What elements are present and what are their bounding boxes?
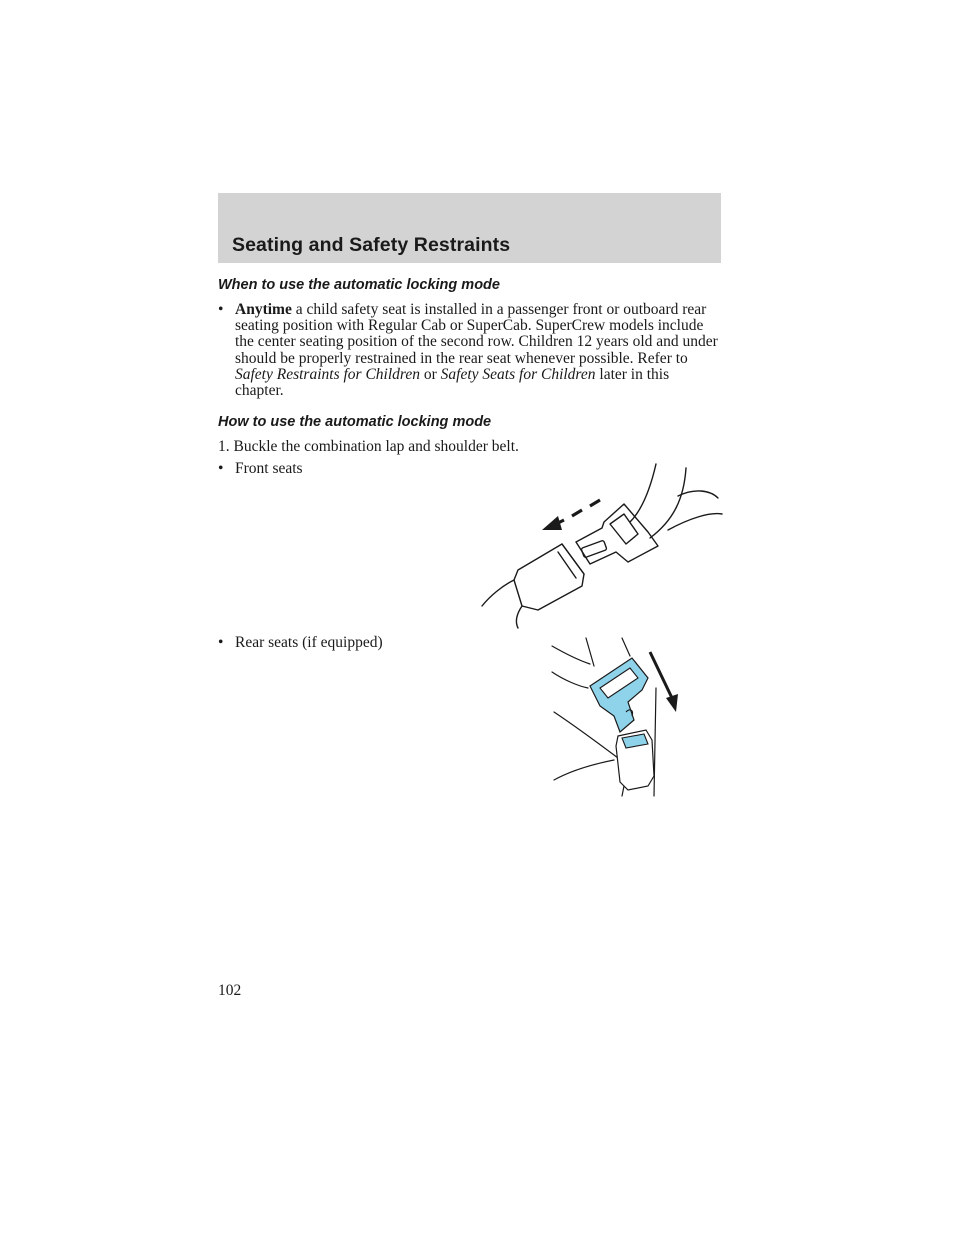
step-1: 1. Buckle the combination lap and shoulder belt.: [218, 438, 519, 455]
subheading-when: When to use the automatic locking mode: [218, 277, 500, 293]
page-number: 102: [218, 982, 242, 999]
section-title: Seating and Safety Restraints: [232, 234, 511, 256]
bullet-marker: •: [218, 634, 224, 651]
latch-tongue: [590, 658, 648, 732]
subheading-how: How to use the automatic locking mode: [218, 414, 492, 430]
bullet-lead: Anytime: [235, 301, 292, 318]
rear-seat-buckle-illustration: [550, 636, 680, 798]
bullet-text-c: later in this chapter.: [235, 365, 670, 400]
reference-safety-restraints: Safety Restraints for Children: [235, 365, 420, 383]
bullet-anytime: [218, 302, 720, 399]
bullet-anytime-text: [235, 302, 720, 399]
bullet-marker: •: [218, 301, 224, 318]
bullet-rear-seats-label: Rear seats (if equipped): [235, 634, 383, 651]
bullet-marker: •: [218, 460, 224, 477]
reference-safety-seats: Safety Seats for Children: [440, 365, 596, 383]
bullet-front-seats-label: Front seats: [235, 460, 303, 477]
front-seat-buckle-illustration: [478, 460, 724, 632]
bullet-text-a: a child safety seat is installed in a passenger front or outboard rear seating position with Regular Cab or SuperCab. SuperCrew models include the center seating position of the second row. Children 12 years old and under should be properly restrained in the rear seat whenever possible. Refer to: [235, 301, 718, 367]
section-header-band: [218, 193, 721, 263]
bullet-text-b: or: [420, 365, 441, 383]
